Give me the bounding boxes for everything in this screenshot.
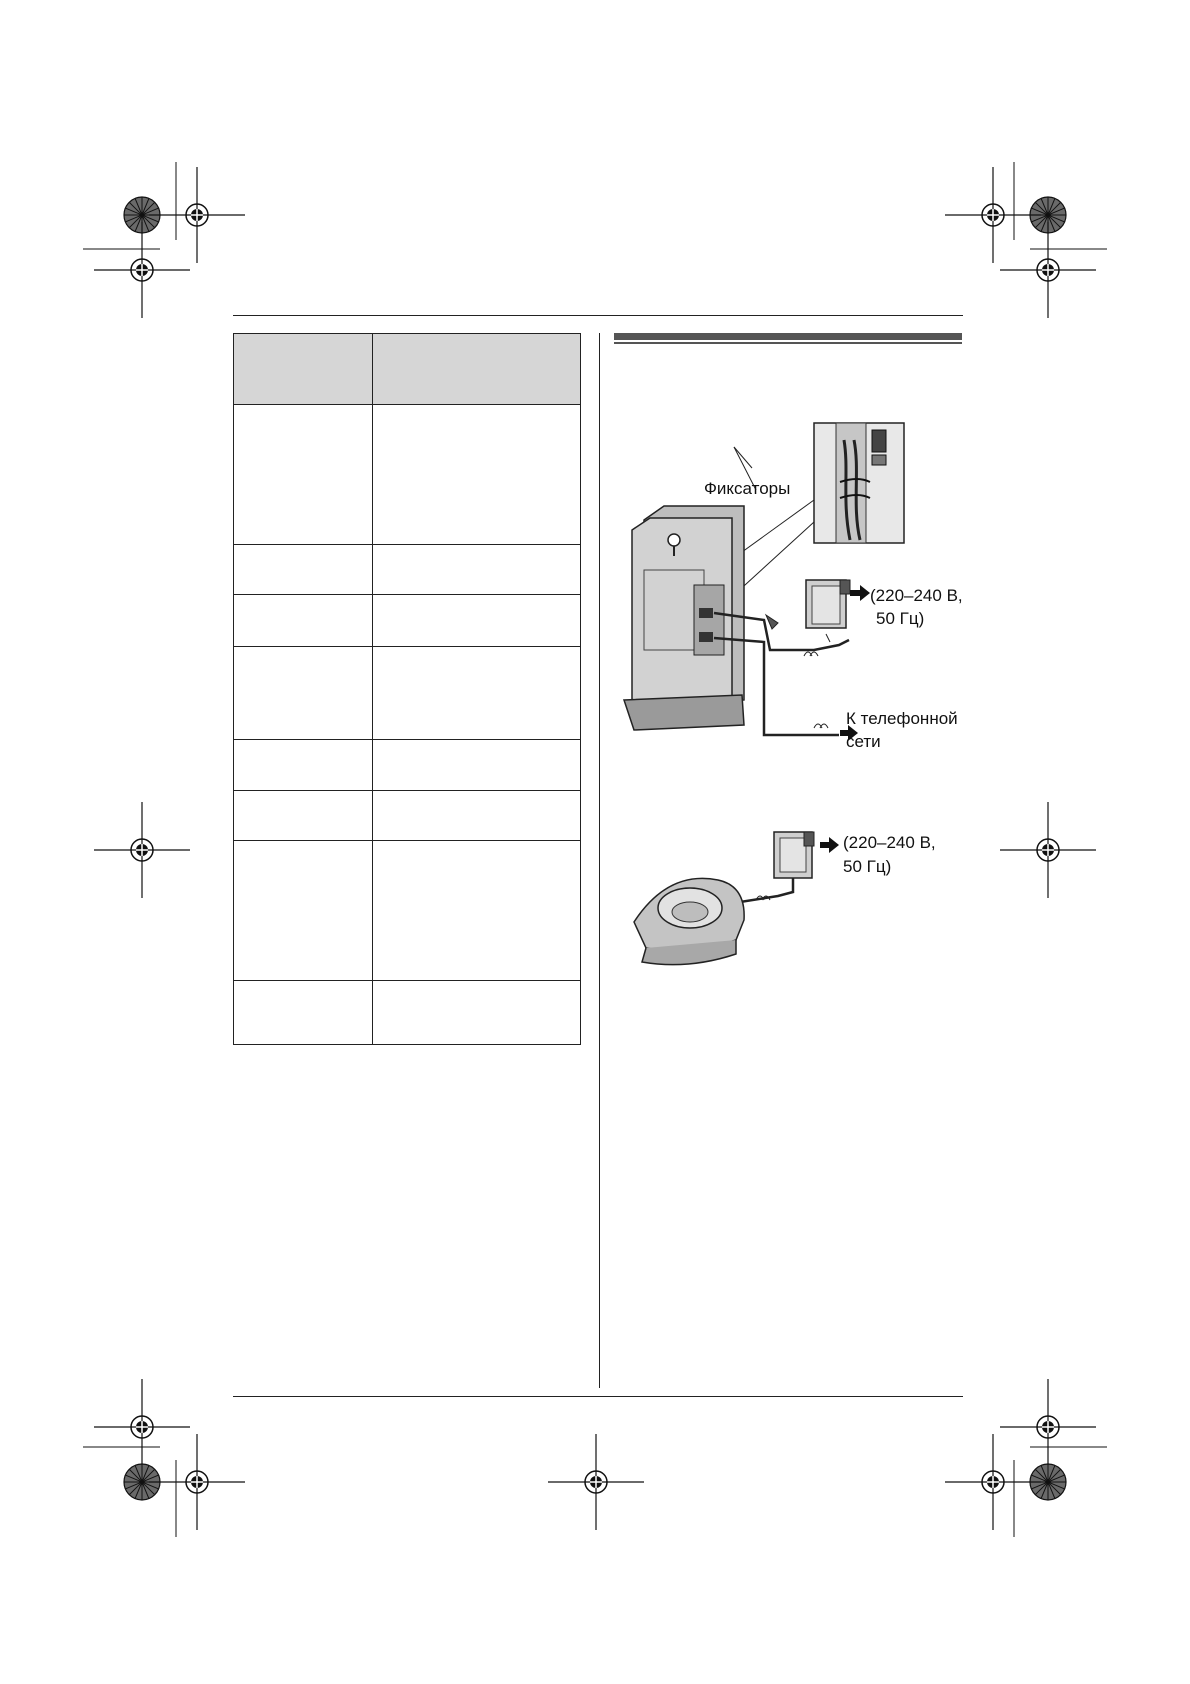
footer-rule [233,1396,963,1397]
header-rule [233,315,963,316]
base-unit [624,506,744,730]
spec-table [233,333,581,1045]
clamp-detail-inset [814,423,904,543]
table-column-divider [372,334,373,1044]
crosshair-target-icon [945,1434,1041,1530]
table-row [234,739,580,740]
charger-connection-illustration [628,830,848,980]
table-row [234,790,580,791]
clamps-label: Фиксаторы [704,479,791,498]
crosshair-target-icon [149,1434,245,1530]
section-heading-bar [614,333,962,340]
crosshair-target-icon [945,167,1041,263]
table-row [234,980,580,981]
ac-adapter [806,580,850,628]
section-heading-underline [614,342,962,344]
charger-power-label-line1: (220–240 В, [843,833,936,852]
table-row [234,544,580,545]
crosshair-target-icon [149,167,245,263]
crosshair-target-icon [94,802,190,898]
table-row [234,594,580,595]
table-row [234,840,580,841]
charger-power-label-line2: 50 Гц) [843,857,892,876]
base-power-label-line1: (220–240 В, [870,586,963,605]
phone-line-label-line1: К телефонной [846,709,958,728]
table-row [234,646,580,647]
crosshair-target-icon [548,1434,644,1530]
base-power-label-line2: 50 Гц) [876,609,925,628]
charger [634,878,744,964]
table-header [234,334,580,404]
column-divider [599,333,600,1388]
phone-line-label-line2: сети [846,732,881,751]
crosshair-target-icon [1000,802,1096,898]
charger-ac-adapter [774,832,814,878]
arrow-right-icon [850,585,870,601]
arrow-right-icon [820,837,839,853]
table-row [234,404,580,405]
